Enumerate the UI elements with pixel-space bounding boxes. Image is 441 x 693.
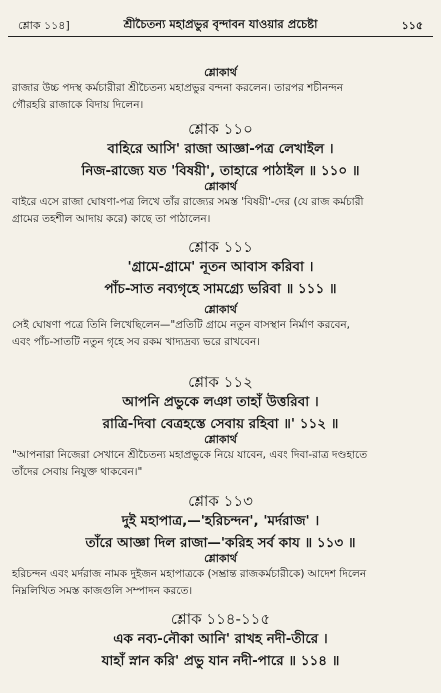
translation-line: রাজার উচ্চ পদস্থ কর্মচারীরা শ্রীচৈতন্য মহাপ্রভুর বন্দনা করলেন। তারপর শচীনন্দন [12, 82, 343, 94]
translation-line: গ্রামের তহশীল আদায় করে) কাছে তা পাঠালেন। [12, 213, 211, 225]
verse-line: এক নব্য-নৌকা আনি' রাখহ নদী-তীরে । [113, 631, 328, 647]
translation-text [0, 80, 441, 114]
verse-number: শ্লোক ১১১ [188, 238, 253, 256]
header-verse-ref: শ্লোক ১১৪] [18, 19, 70, 32]
verse-block [0, 373, 441, 435]
translation-block [0, 303, 441, 351]
running-header [8, 12, 433, 37]
verse-number: শ্লোক ১১৪-১১৫ [170, 610, 271, 628]
translation-line: গৌরহরি রাজাকে বিদায় দিলেন। [12, 99, 144, 111]
translation-label: শ্লোকার্থ [204, 66, 237, 79]
verse-line: আপনি প্রভুকে লঞা তাহাঁ উত্তরিবা । [122, 394, 319, 410]
verse-block [0, 610, 441, 672]
translation-line: হরিচন্দন এবং মর্দরাজ নামক দুইজন মহাপাত্রকে (সম্ভ্রান্ত রাজকর্মচারীকে) আদেশ দিলেন [12, 568, 367, 580]
translation-line: নিম্নলিখিত সমস্ত কাজগুলি সম্পাদন করতে। [12, 585, 193, 597]
translation-line: এবং পাঁচ-সাতটি নতুন গৃহে সব রকম খাদ্যদ্রব্য ভরে রাখবেন। [12, 336, 261, 348]
verse-line: পাঁচ-সাত নব্যগৃহে সামগ্র্যে ভরিবা ॥ ১১১ ॥ [104, 281, 337, 297]
translation-block [0, 552, 441, 600]
translation-line: সেই ঘোষণা পত্রে তিনি লিখেছিলেন—"প্রতিটি গ্রামে নতুন বাসস্থান নির্মাণ করবেন, [12, 319, 351, 331]
verse-block [0, 492, 441, 554]
translation-text [0, 566, 441, 600]
translation-line: "আপনারা নিজেরা সেখানে শ্রীচৈতন্য মহাপ্রভুকে নিয়ে যাবেন, এবং দিবা-রাত্র দণ্ডহাতে [12, 449, 368, 461]
verse-line: 'গ্রামে-গ্রামে' নূতন আবাস করিবা । [127, 259, 314, 275]
page-number: ১১৫ [401, 19, 423, 32]
translation-text [0, 194, 441, 228]
verse-line: বাহিরে আসি' রাজা আজ্ঞা-পত্র লেখাইল । [107, 141, 334, 157]
translation-line: তাঁদের সেবায় নিযুক্ত থাকবেন।" [12, 466, 143, 478]
translation-block [0, 180, 441, 228]
translation-block [0, 66, 441, 114]
translation-label: শ্লোকার্থ [204, 433, 237, 446]
translation-label: শ্লোকার্থ [204, 303, 237, 316]
verse-line: দুই মহাপাত্র,—'হরিচন্দন', 'মর্দরাজ' । [121, 513, 320, 529]
translation-label: শ্লোকার্থ [204, 180, 237, 193]
verse-number: শ্লোক ১১০ [188, 120, 253, 138]
verse-line: রাত্রি-দিবা বেত্রহস্তে সেবায় রহিবা ॥' ১১২ ॥ [102, 416, 339, 432]
translation-line: বাইরে এসে রাজা ঘোষণা-পত্র লিখে তাঁর রাজ্যের সমস্ত 'বিষয়ী'-দের (যে রাজ কর্মচারী [12, 196, 364, 208]
verse-number: শ্লোক ১১২ [188, 373, 253, 391]
verse-line: যাহাঁ স্নান করি' প্রভু যান নদী-পারে ॥ ১১৪ ॥ [101, 653, 340, 669]
translation-text [0, 447, 441, 481]
verse-line: নিজ-রাজ্যে যত 'বিষয়ী', তাহারে পাঠাইল ॥ ১১০ ॥ [81, 163, 360, 179]
verse-number: শ্লোক ১১৩ [188, 492, 253, 510]
verse-block [0, 120, 441, 182]
verse-line: তাঁরে আজ্ঞা দিল রাজা—'করিহ সর্ব কায ॥ ১১৩ ॥ [85, 535, 356, 551]
verse-block [0, 238, 441, 300]
translation-label: শ্লোকার্থ [204, 552, 237, 565]
translation-text [0, 317, 441, 351]
translation-block [0, 433, 441, 481]
header-chapter-title: শ্রীচৈতন্য মহাপ্রভুর বৃন্দাবন যাওয়ার প্রচেষ্টা [123, 17, 318, 31]
